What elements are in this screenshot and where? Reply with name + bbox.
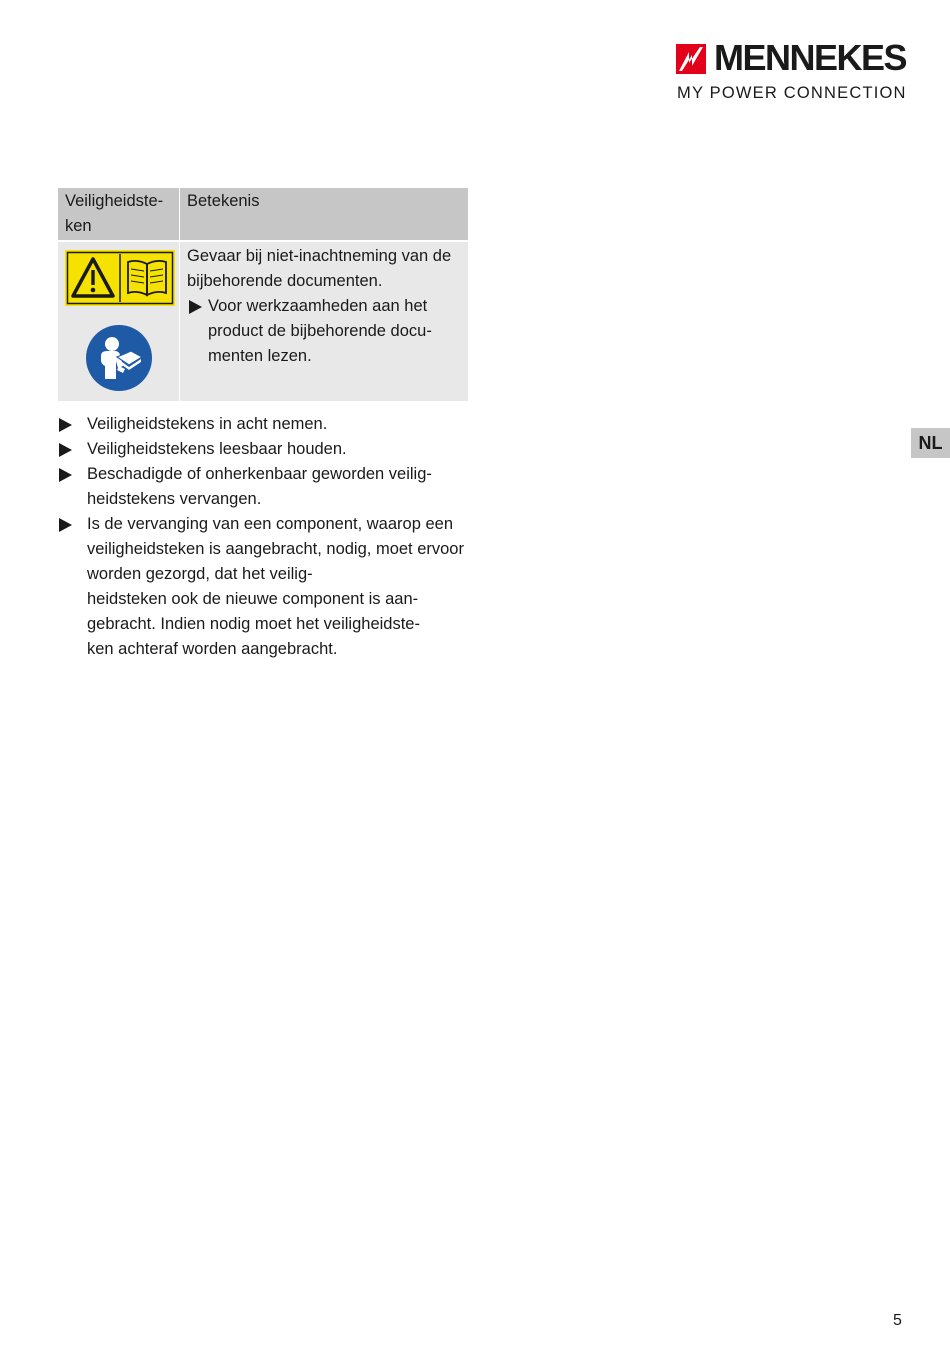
brand-logo [676,37,907,106]
bullet-arrow-icon [59,518,72,532]
list-item-text: Veiligheidstekens leesbaar houden. [87,440,347,458]
column-header-sign [58,188,180,241]
page-number: 5 [893,1312,902,1329]
brand-name: MENNEKES [714,37,907,78]
list-item-text: Is de vervanging van een component, waarop een veiligheidsteken is aangebracht, nodig, moet ervoor worden gezorgd, dat het veilig- heidsteken ook de nieuwe component is aan- gebracht. Indien nodig moet het veiligheidste- ken achteraf worden aangebracht. [87,515,464,658]
warning-read-documentation-icon [65,250,175,306]
bullet-arrow-icon [59,468,72,482]
list-item [58,462,478,512]
read-manual-icon [85,324,153,392]
column-header-sign-label: Veiligheidste- ken [65,192,164,235]
list-item [58,512,478,662]
bullet-arrow-icon [189,300,202,314]
column-header-meaning [180,188,469,241]
mennekes-logo-icon [676,44,706,74]
brand-tagline: MY POWER CONNECTION [677,84,907,102]
meaning-text: Gevaar bij niet-inachtneming van de bijbehorende documenten. [187,247,452,290]
safety-sign-table [58,188,468,401]
language-tab: NL [911,428,950,458]
list-item [58,437,478,462]
list-item [58,412,478,437]
list-item-text: Veiligheidstekens in acht nemen. [87,415,328,433]
instruction-list [58,412,478,662]
bullet-arrow-icon [59,443,72,457]
bullet-arrow-icon [59,418,72,432]
table-row [58,241,468,401]
sign-cell [58,241,180,401]
table-header-row [58,188,468,241]
column-header-meaning-label: Betekenis [187,192,260,210]
instruction-text: Voor werkzaamheden aan het product de bijbehorende docu- menten lezen. [208,297,432,365]
instruction-item [187,294,462,369]
meaning-cell [180,241,469,401]
list-item-text: Beschadigde of onherkenbaar geworden veilig- heidstekens vervangen. [87,465,432,508]
